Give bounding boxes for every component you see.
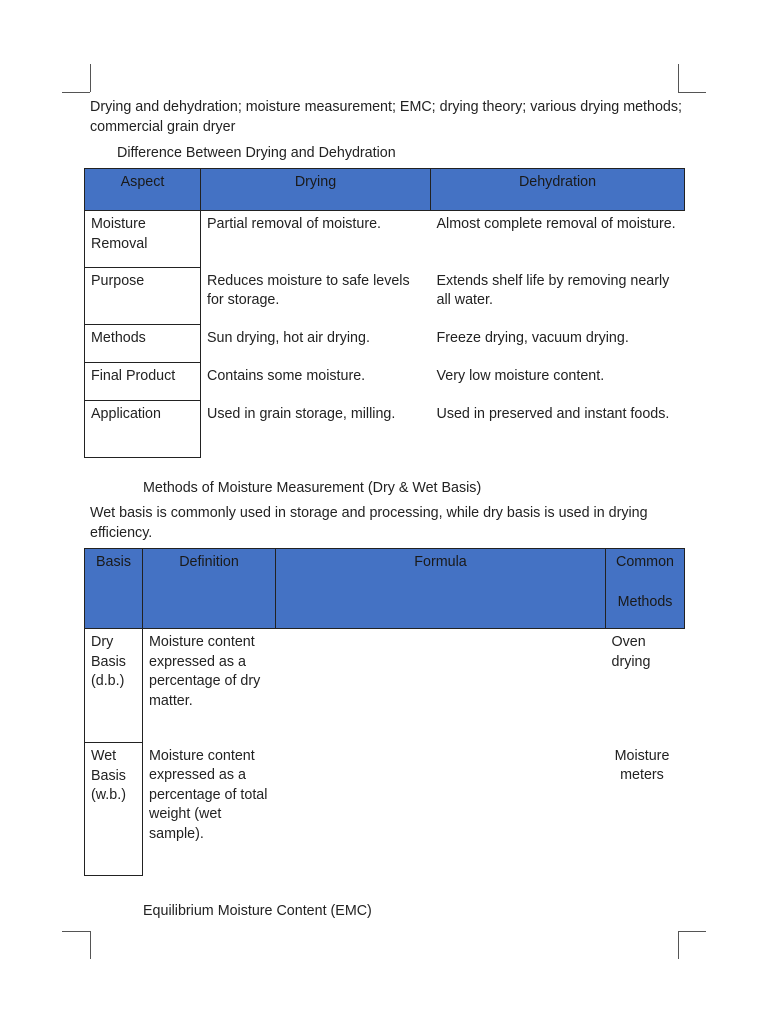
table-header-row xyxy=(85,549,685,629)
crop-mark-bottom-right-h xyxy=(678,931,706,932)
table-header-row xyxy=(85,169,685,211)
row-dehydration: Very low moisture content. xyxy=(436,367,605,384)
row-drying: Contains some moisture. xyxy=(207,367,366,384)
row-aspect: Purpose xyxy=(91,273,145,289)
drying-vs-dehydration-table xyxy=(84,168,685,458)
row-dehydration: Freeze drying, vacuum drying. xyxy=(436,329,629,346)
row-formula xyxy=(276,629,606,633)
row-common-methods: Oven drying xyxy=(611,634,651,670)
crop-mark-top-left-v xyxy=(90,64,91,92)
moisture-basis-table xyxy=(84,548,685,876)
crop-mark-top-right-v xyxy=(678,64,679,92)
crop-mark-top-left-h xyxy=(62,92,90,93)
header-formula: Formula xyxy=(276,549,606,629)
table-row xyxy=(85,325,685,363)
row-aspect: Moisture Removal xyxy=(91,216,148,252)
row-definition: Moisture content expressed as a percentage of total weight (wet sample). xyxy=(149,747,268,842)
header-common-methods xyxy=(606,549,685,629)
section-heading-emc: Equilibrium Moisture Content (EMC) xyxy=(143,903,372,919)
crop-mark-bottom-left-v xyxy=(90,931,91,959)
row-drying: Used in grain storage, milling. xyxy=(207,405,396,422)
row-basis: Wet Basis (w.b.) xyxy=(91,748,126,803)
row-drying: Reduces moisture to safe levels for storage. xyxy=(207,272,410,308)
row-dehydration: Used in preserved and instant foods. xyxy=(436,405,670,422)
table-row xyxy=(85,268,685,325)
header-common: Common xyxy=(616,554,674,570)
crop-mark-bottom-left-h xyxy=(62,931,90,932)
header-drying: Drying xyxy=(201,169,431,211)
table-row xyxy=(85,363,685,401)
header-aspect: Aspect xyxy=(85,169,201,211)
row-basis: Dry Basis (d.b.) xyxy=(91,634,126,689)
header-methods: Methods xyxy=(617,593,673,610)
crop-mark-bottom-right-v xyxy=(678,931,679,959)
crop-mark-top-right-h xyxy=(678,92,706,93)
table-row xyxy=(85,401,685,458)
row-dehydration: Almost complete removal of moisture. xyxy=(436,216,676,232)
table-row xyxy=(85,629,685,743)
header-basis: Basis xyxy=(85,549,143,629)
intro-paragraph: Drying and dehydration; moisture measurement; EMC; drying theory; various drying methods; commercial grain dryer xyxy=(90,99,683,135)
header-dehydration: Dehydration xyxy=(431,169,685,211)
row-definition: Moisture content expressed as a percentage of dry matter. xyxy=(149,634,261,709)
row-drying: Sun drying, hot air drying. xyxy=(207,329,370,346)
row-aspect: Final Product xyxy=(91,368,176,384)
header-definition: Definition xyxy=(143,549,276,629)
basis-paragraph: Wet basis is commonly used in storage and processing, while dry basis is used in drying efficiency. xyxy=(90,505,648,541)
row-aspect: Methods xyxy=(91,330,146,346)
section-heading-moisture-measurement: Methods of Moisture Measurement (Dry & Wet Basis) xyxy=(143,480,482,496)
row-dehydration: Extends shelf life by removing nearly all water. xyxy=(436,272,670,308)
row-common-methods: Moisture meters xyxy=(614,747,670,783)
row-aspect: Application xyxy=(91,406,161,422)
table-row xyxy=(85,743,685,876)
section-heading-drying-vs-dehydration: Difference Between Drying and Dehydration xyxy=(117,145,396,161)
table-row xyxy=(85,211,685,268)
row-formula xyxy=(276,743,606,747)
row-drying: Partial removal of moisture. xyxy=(207,216,382,232)
